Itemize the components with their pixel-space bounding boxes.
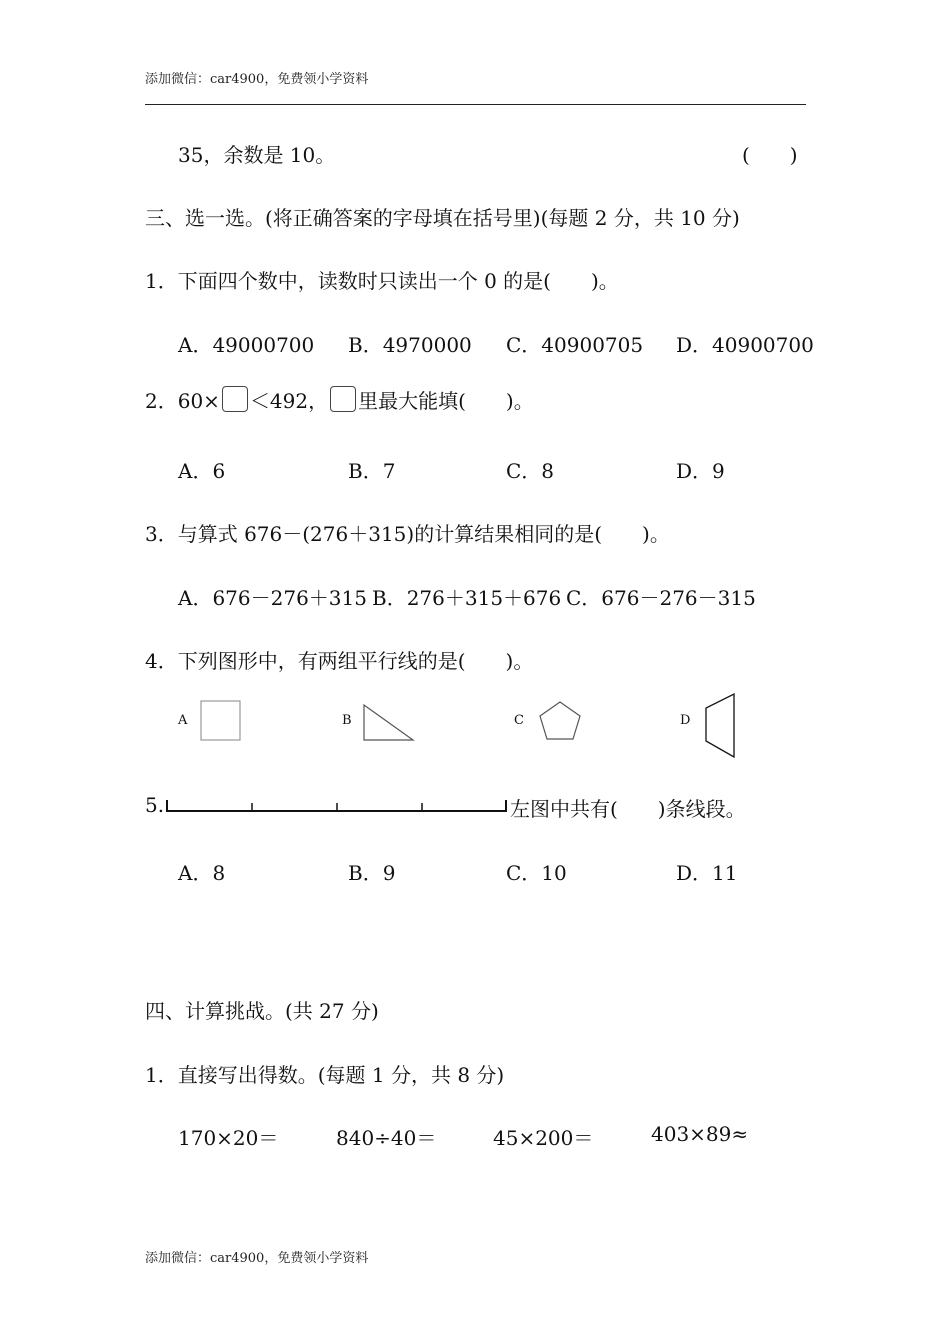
square-shape <box>200 700 242 742</box>
q1-option-b: B．4970000 <box>348 333 472 357</box>
q2-option-c: C．8 <box>506 459 555 483</box>
section3-title: 三、选一选。(将正确答案的字母填在括号里)(每题 2 分，共 10 分) <box>145 206 740 230</box>
section4-title: 四、计算挑战。(共 27 分) <box>145 999 379 1023</box>
q3-option-a: A．676－276＋315 <box>178 586 367 610</box>
right-triangle-shape <box>362 703 416 743</box>
carryover-answer-paren: ( ) <box>742 143 798 167</box>
line-segment-figure <box>164 798 510 816</box>
footer-watermark: 添加微信：car4900，免费领小学资料 <box>145 1251 369 1266</box>
calc-item: 840÷40＝ <box>336 1126 437 1150</box>
q2-option-b: B．7 <box>348 459 396 483</box>
q1-option-c: C．40900705 <box>506 333 644 357</box>
shape-label-b: B <box>342 713 352 728</box>
q2-option-a: A．6 <box>178 459 226 483</box>
q1-option-a: A．49000700 <box>178 333 315 357</box>
answer-box <box>330 386 356 412</box>
trapezoid-shape <box>702 692 740 760</box>
q2-option-d: D．9 <box>676 459 725 483</box>
q5-option-a: A．8 <box>178 861 226 885</box>
q2-stem-middle: ＜492， <box>249 389 329 413</box>
calc-item: 403×89≈ <box>651 1122 749 1146</box>
q5-option-b: B．9 <box>348 861 396 885</box>
header-watermark: 添加微信：car4900，免费领小学资料 <box>145 72 369 87</box>
shape-label-a: A <box>178 713 188 728</box>
shape-label-c: C <box>514 713 524 728</box>
q5-stem: 左图中共有( )条线段。 <box>510 797 746 821</box>
q3-option-c: C．676－276－315 <box>566 586 756 610</box>
q2-stem-end: 里最大能填( )。 <box>358 389 534 413</box>
header-rule <box>145 104 806 105</box>
carryover-text: 35，余数是 10。 <box>178 143 336 167</box>
q2-stem <box>145 385 534 414</box>
q4-stem: 4．下列图形中，有两组平行线的是( )。 <box>145 649 534 673</box>
q3-stem: 3．与算式 676－(276＋315)的计算结果相同的是( )。 <box>145 522 670 546</box>
answer-box <box>222 386 248 412</box>
q2-stem-start: 2．60× <box>145 389 220 413</box>
q1-option-d: D．40900700 <box>676 333 814 357</box>
q5-option-d: D．11 <box>676 861 738 885</box>
q3-option-b: B．276＋315＋676 <box>372 586 562 610</box>
q5-number: 5. <box>145 793 165 817</box>
calc-item: 45×200＝ <box>493 1126 594 1150</box>
q5-option-c: C．10 <box>506 861 567 885</box>
shape-label-d: D <box>680 713 691 728</box>
pentagon-shape <box>537 700 583 742</box>
q1-stem: 1．下面四个数中，读数时只读出一个 0 的是( )。 <box>145 269 619 293</box>
calc-item: 170×20＝ <box>178 1126 279 1150</box>
section4-q1-stem: 1．直接写出得数。(每题 1 分，共 8 分) <box>145 1063 505 1087</box>
